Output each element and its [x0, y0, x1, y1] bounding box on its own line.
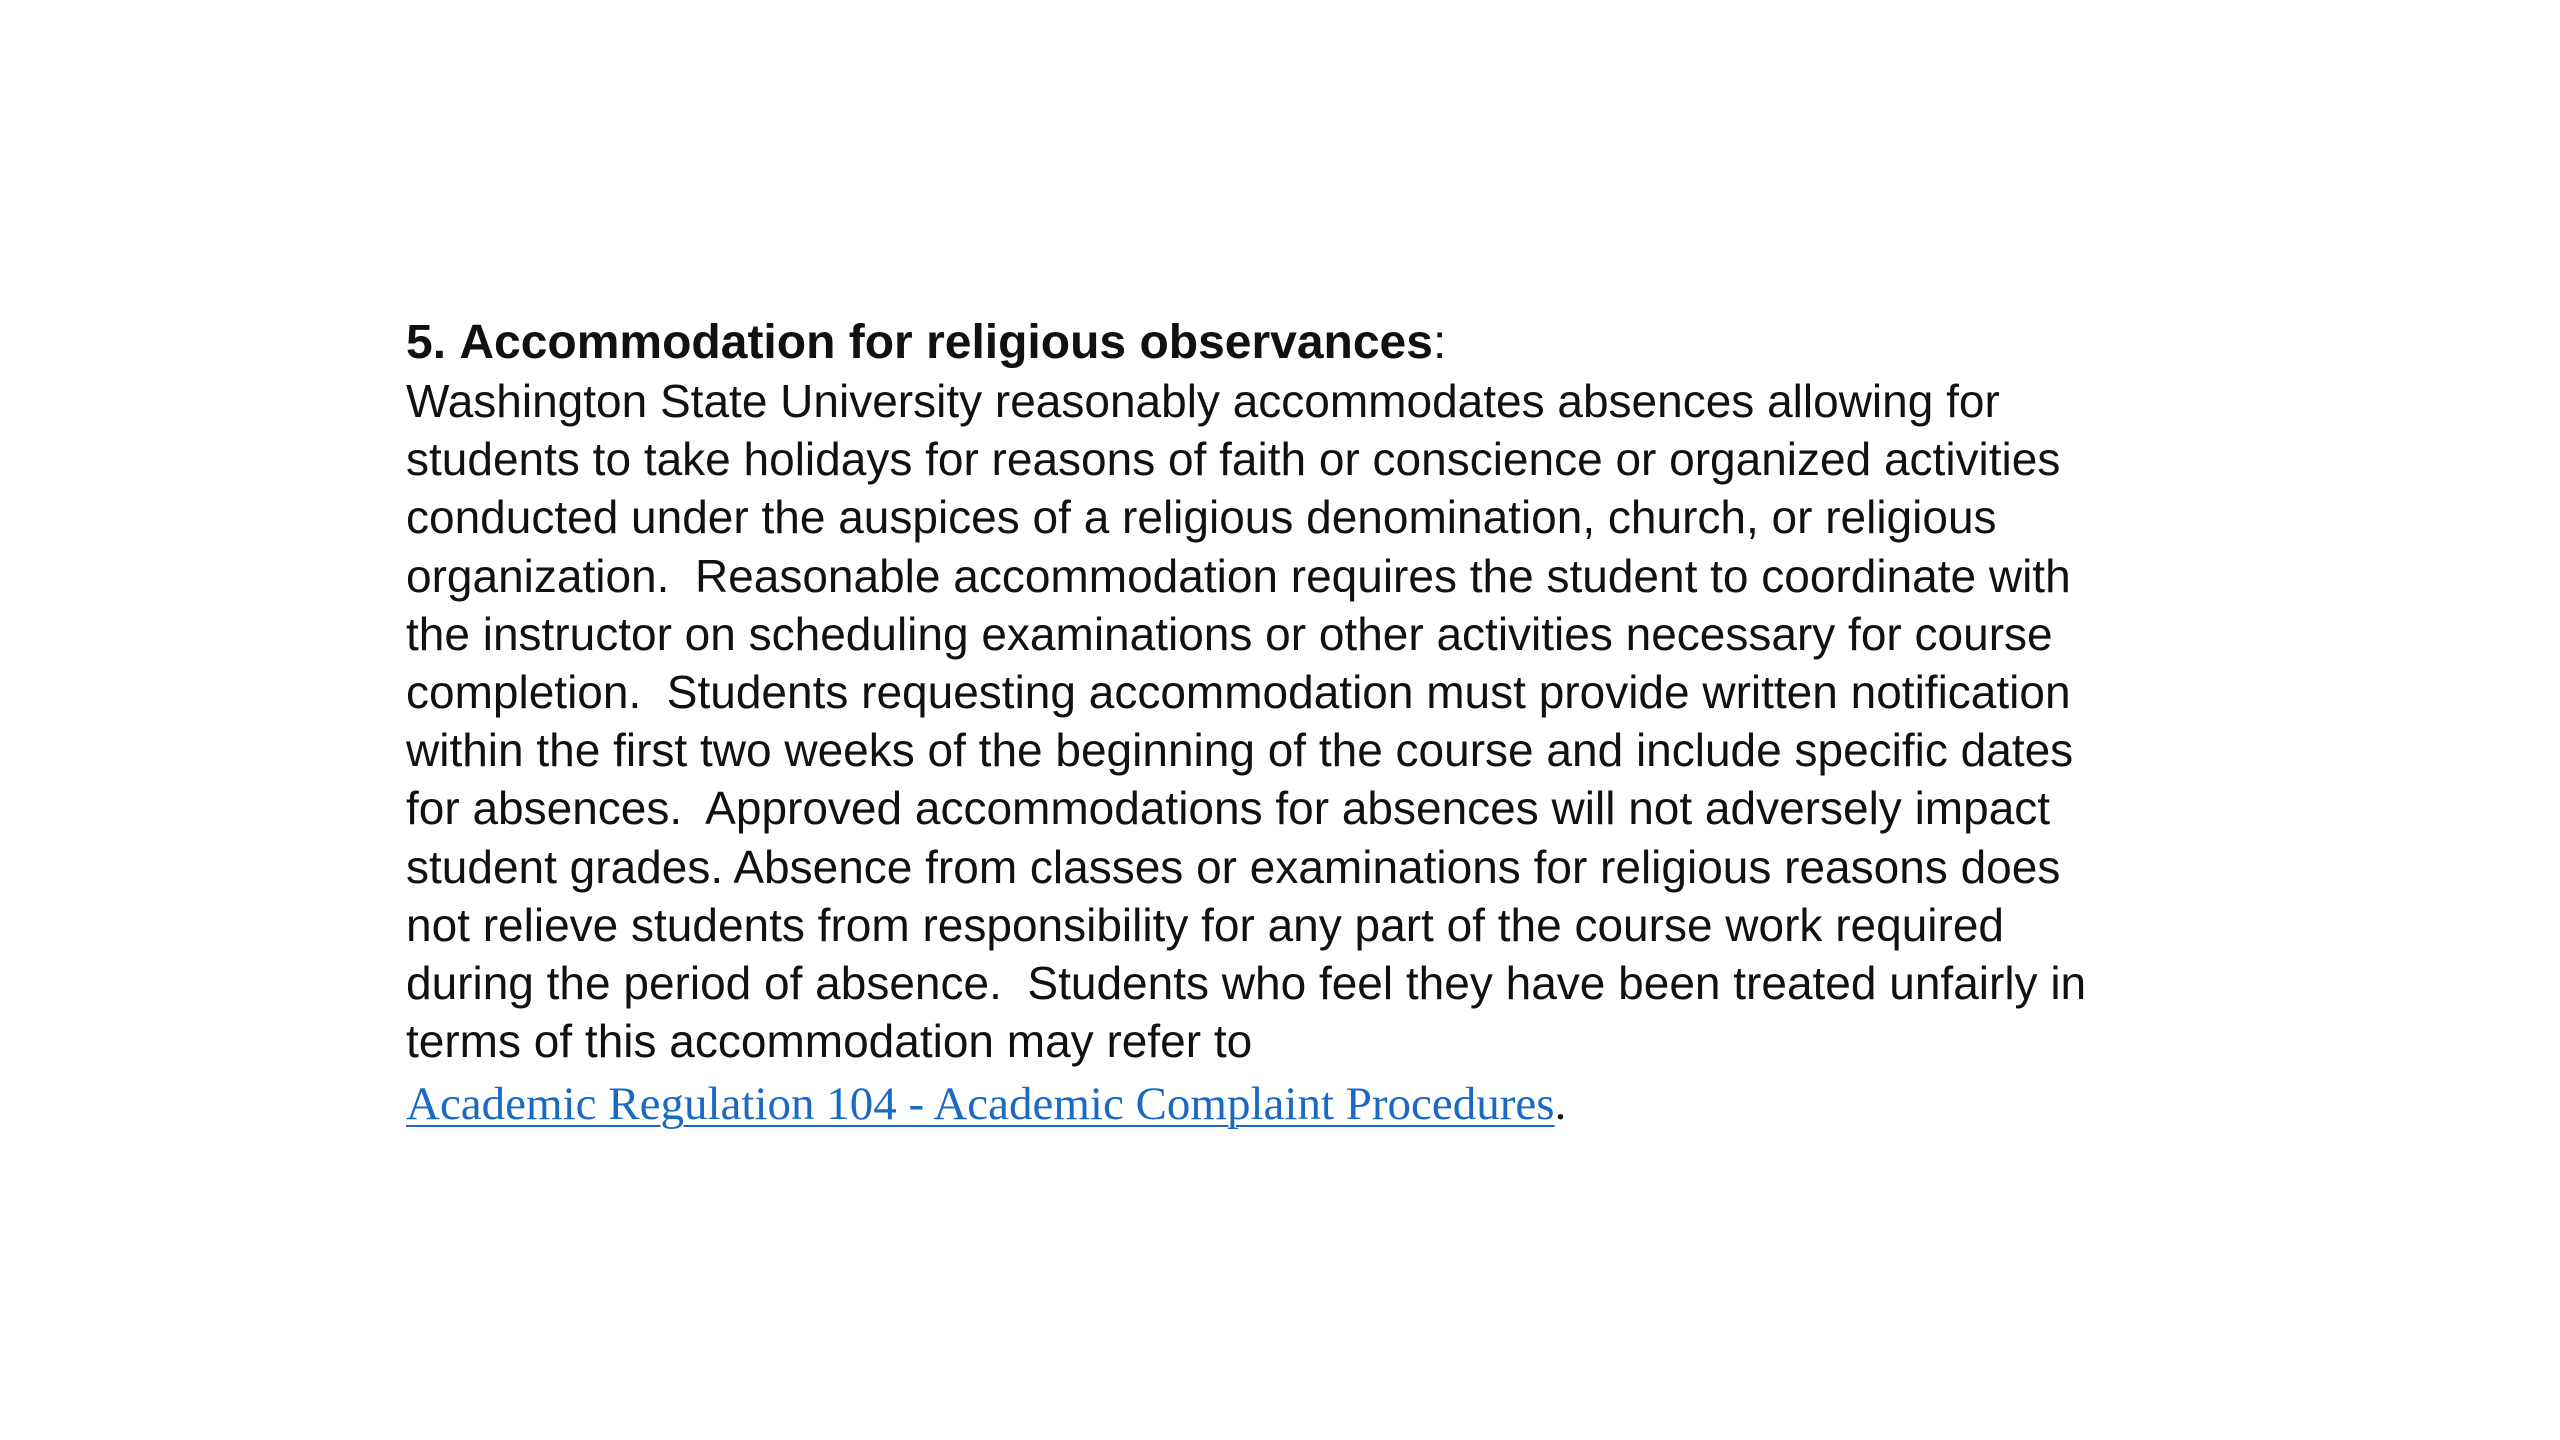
body-line-7: within the first two weeks of the beginning of the course and include specific dates [406, 724, 2074, 777]
section-title-colon: : [1432, 316, 1447, 369]
body-line-12: terms of this accommodation may refer to [406, 1015, 1253, 1068]
body-line-11: during the period of absence. Students who feel they have been treated unfairly in [406, 957, 2087, 1010]
body-line-1: Washington State University reasonably accommodates absences allowing for [406, 375, 2000, 427]
section-title: Accommodation for religious observances [459, 316, 1433, 369]
body-line-6: completion. Students requesting accommodation must provide written notification [406, 666, 2071, 719]
body-line-9: student grades. Absence from classes or examinations for religious reasons does [406, 840, 2061, 893]
body-line-5: the instructor on scheduling examinations or other activities necessary for course [406, 607, 2053, 660]
body-line-2: students to take holidays for reasons of faith or conscience or organized activities [406, 433, 2061, 486]
body-line-4: organization. Reasonable accommodation requires the student to coordinate with [406, 549, 2071, 602]
body-line-3: conducted under the auspices of a religious denomination, church, or religious [406, 491, 1997, 544]
section-heading [406, 314, 2226, 372]
body-line-10: not relieve students from responsibility for any part of the course work required [406, 898, 2004, 951]
body-line-8: for absences. Approved accommodations for absences will not adversely impact [406, 782, 2051, 835]
policy-section [406, 314, 2226, 1136]
policy-body [406, 372, 2226, 1070]
link-trailing-period: . [1554, 1078, 1567, 1131]
section-number: 5. [406, 316, 447, 369]
academic-regulation-link[interactable]: Academic Regulation 104 - Academic Complaint Procedures [406, 1078, 1555, 1131]
complaint-procedures-line [406, 1072, 2226, 1136]
